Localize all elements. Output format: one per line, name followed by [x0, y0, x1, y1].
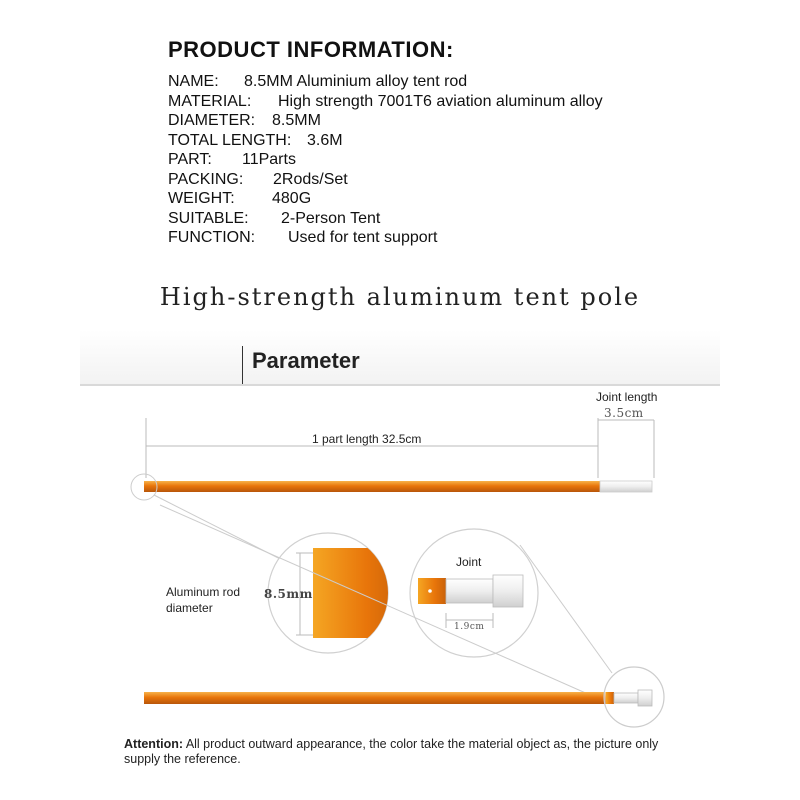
- joint-length-label: Joint length: [596, 390, 658, 404]
- joint-length-value: 3.5cm: [604, 406, 644, 420]
- info-row-total-length: TOTAL LENGTH: 3.6M: [168, 131, 343, 149]
- joint-detail: [410, 529, 538, 657]
- info-row-material: MATERIAL: High strength 7001T6 aviation aluminum alloy: [168, 92, 603, 110]
- bottom-rod-orange-tip: [606, 692, 614, 704]
- diameter-label: Aluminum rod diameter: [166, 585, 241, 615]
- info-row-part: PART: 11Parts: [168, 151, 296, 168]
- attention-text: All product outward appearance, the color take the material object as, the picture only supply the reference.: [124, 737, 659, 766]
- bottom-rod-joint-cap: [638, 690, 652, 706]
- part-length-label: 1 part length 32.5cm: [312, 432, 422, 446]
- info-row-weight: WEIGHT: 480G: [168, 190, 312, 207]
- top-rod-joint: [600, 481, 652, 492]
- joint-insert-value: 1.9cm: [454, 622, 485, 632]
- diameter-value: 8.5mm: [264, 587, 313, 601]
- bottom-rod-joint: [614, 693, 638, 703]
- top-rod-body: [144, 481, 600, 492]
- parameter-heading: Parameter: [252, 348, 360, 373]
- info-row-name: NAME: 8.5MM Aluminium alloy tent rod: [168, 73, 468, 90]
- info-row-diameter: DIAMETER: 8.5MM: [168, 112, 321, 129]
- info-row-suitable: SUITABLE: 2-Person Tent: [168, 209, 381, 227]
- info-row-function: FUNCTION: Used for tent support: [168, 229, 438, 246]
- joint-label: Joint: [456, 555, 482, 569]
- part-length-dimension: [146, 418, 598, 478]
- section-subtitle: High-strength aluminum tent pole: [159, 283, 641, 311]
- bottom-rod-body: [144, 692, 606, 704]
- attention-label: Attention:: [124, 737, 184, 751]
- attention-note: [124, 737, 684, 767]
- product-info-title: PRODUCT INFORMATION:: [168, 37, 454, 62]
- info-row-packing: PACKING: 2Rods/Set: [168, 170, 348, 188]
- joint-length-dimension: [598, 420, 654, 478]
